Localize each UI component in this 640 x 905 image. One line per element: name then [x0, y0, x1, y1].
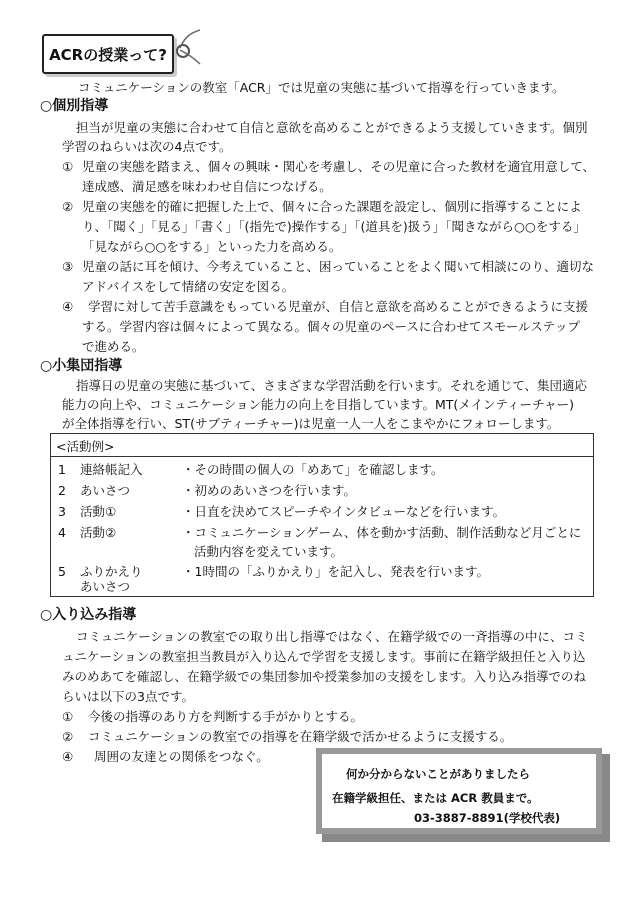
- section3-line: みのめあてを確認し、在籍学級での集団参加や授業参加の支援をします。入り込み指導でのね: [62, 669, 587, 684]
- activity-desc: ・コミュニケーションゲーム、体を動かす活動、制作活動など月ごとに: [182, 525, 582, 540]
- item-line: 児童の実態を踏まえ、個々の興味・関心を考慮し、その児童に合った教材を適宜用意して、: [82, 159, 596, 174]
- item-line: コミュニケーションの教室での指導を在籍学級で活かせるように支援する。: [88, 729, 513, 744]
- activity-no: 4: [58, 525, 66, 540]
- item-line: 「見ながら○○をする」といった力を高める。: [82, 239, 342, 254]
- tag-string-icon: [172, 28, 202, 68]
- activity-desc: ・初めのあいさつを行います。: [182, 483, 357, 498]
- item-number: ③: [62, 259, 74, 274]
- item-line: 児童の実態を的確に把握した上で、個々に合った課題を設定し、個別に指導することによ: [82, 199, 582, 214]
- section2-line: が全体指導を行い、ST(サブティーチャー)は児童一人一人をこまやかにフォローします。: [62, 416, 560, 431]
- contact-line-1: 何か分からないことがありましたら: [346, 767, 530, 781]
- item-line: 児童の話に耳を傾け、今考えていること、困っていることをよく聞いて相談にのり、適切な: [82, 259, 595, 274]
- item-line: 今後の指導のあり方を判断する手がかりとする。: [88, 709, 364, 724]
- title-tag: [42, 34, 174, 74]
- section3-line: ュニケーションの教室担当教員が入り込んで学習を支援します。事前に在籍学級担任と入り込: [62, 649, 586, 664]
- activity-desc: ・日直を決めてスピーチやインタビューなどを行います。: [182, 504, 506, 519]
- section3-line: コミュニケーションの教室での取り出し指導ではなく、在籍学級での一斉指導の中に、コミ: [76, 629, 588, 644]
- item-line: 周囲の友達との関係をつなぐ。: [94, 749, 269, 764]
- activity-name: あいさつ: [80, 579, 131, 594]
- activity-name: 活動①: [80, 504, 117, 519]
- item-number: ②: [62, 729, 74, 744]
- activity-desc: 活動内容を変えています。: [194, 544, 344, 559]
- section2-line: 能力の向上や、コミュニケーション能力の向上を目指しています。MT(メインティーチャー): [62, 397, 575, 412]
- activity-no: 2: [58, 483, 66, 498]
- section-push-in-heading: ○入り込み指導: [40, 607, 137, 623]
- section2-line: 指導日の児童の実態に基づいて、さまざまな学習活動を行います。それを通じて、集団適応: [76, 378, 588, 393]
- activity-no: 3: [58, 504, 66, 519]
- section1-line: 担当が児童の実態に合わせて自信と意欲を高めることができるよう支援していきます。個別: [76, 120, 588, 135]
- item-line: り、「聞く」「見る」「書く」「(指先で)操作する」「(道具を)扱う」「聞きながら○○をする」: [82, 219, 586, 234]
- section3-line: らいは以下の3点です。: [62, 689, 194, 704]
- section1-line: 学習のねらいは次の4点です。: [62, 139, 232, 154]
- activity-name: 活動②: [80, 525, 117, 540]
- activity-caption: <活動例>: [56, 439, 115, 454]
- activity-no: 1: [58, 462, 66, 477]
- item-number: ①: [62, 159, 74, 174]
- item-line: する。学習内容は個々によって異なる。個々の児童のペースに合わせてスモールステップ: [82, 319, 581, 334]
- item-number: ①: [62, 709, 74, 724]
- activity-desc: ・1時間の「ふりかえり」を記入し、発表を行います。: [182, 564, 489, 579]
- item-line: 達成感、満足感を味わわせ自信につなげる。: [82, 179, 332, 194]
- intro-text: コミュニケーションの教室「ACR」では児童の実態に基づいて指導を行っていきます。: [78, 80, 565, 95]
- item-line: 学習に対して苦手意識をもっている児童が、自信と意欲を高めることができるように支援: [88, 299, 589, 314]
- contact-line-2: 在籍学級担任、または ACR 教員まで。: [332, 791, 539, 805]
- item-line: アドバイスをして情緒の安定を図る。: [82, 279, 295, 294]
- activity-no: 5: [58, 564, 66, 579]
- item-number: ④: [62, 299, 74, 314]
- item-number: ②: [62, 199, 74, 214]
- item-number: ④: [62, 749, 74, 764]
- contact-box: [316, 748, 602, 834]
- section-individual-heading: ○個別指導: [40, 98, 109, 114]
- contact-phone: 03-3887-8891(学校代表): [414, 811, 561, 825]
- divider: [50, 456, 594, 457]
- activity-name: あいさつ: [80, 483, 131, 498]
- activity-desc: ・その時間の個人の「めあて」を確認します。: [182, 462, 444, 477]
- page-title: ACRの授業って?: [49, 45, 167, 64]
- item-line: で進める。: [82, 339, 145, 354]
- activity-name: 連絡帳記入: [80, 462, 143, 477]
- section-small-group-heading: ○小集団指導: [40, 358, 123, 374]
- activity-name: ふりかえり: [80, 564, 143, 579]
